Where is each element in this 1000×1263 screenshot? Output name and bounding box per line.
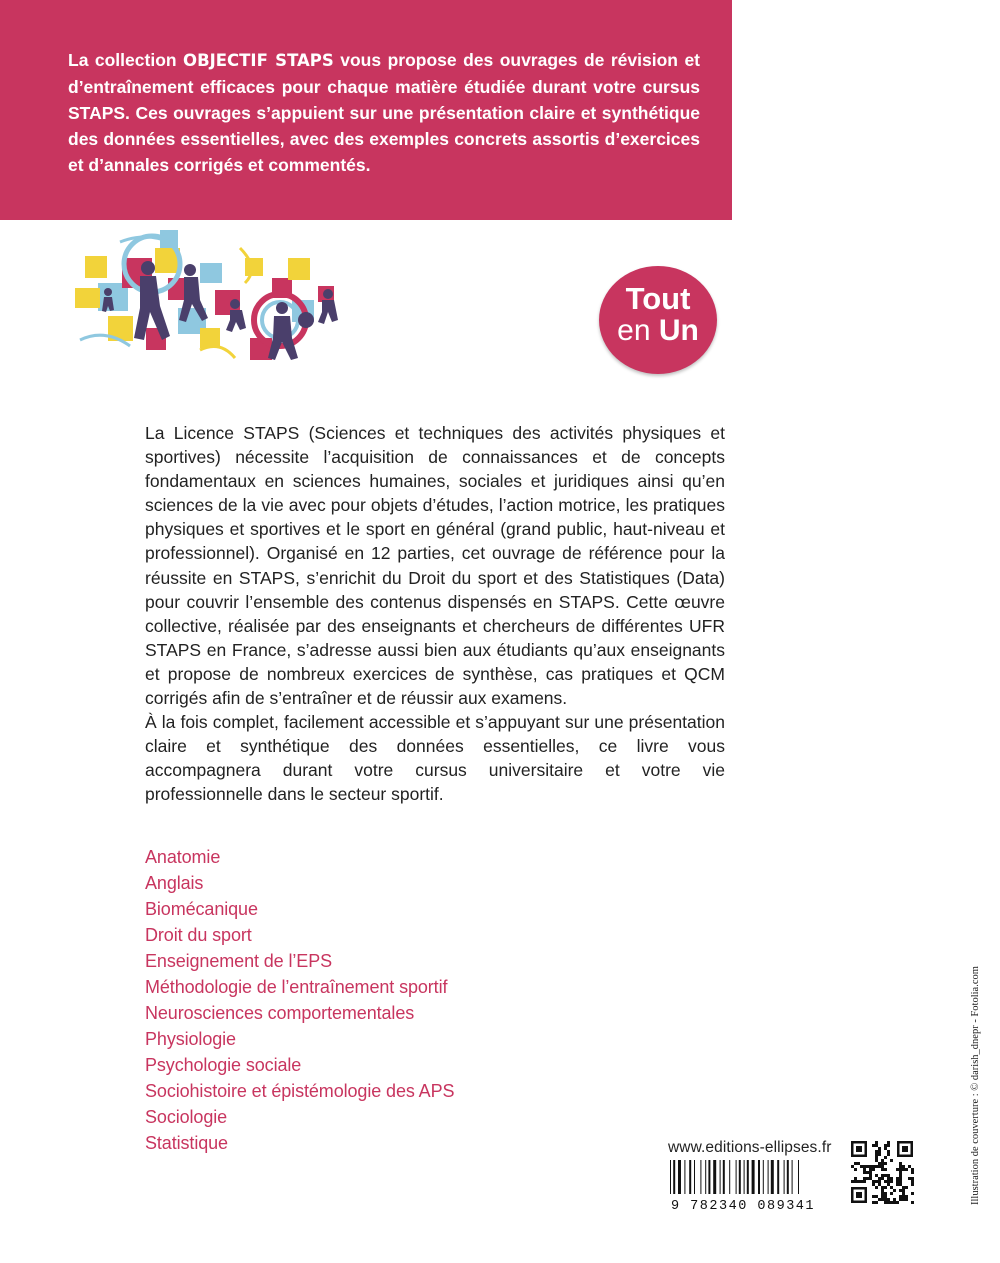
subject-item: Biomécanique [145, 899, 258, 919]
description-paragraph-2: À la fois complet, facilement accessible et s’appuyant sur une présentation claire et synthétique des données essentielles, ce livre vous accompagnera durant votre cursus universitaire et votre vie professionnelle dans le secteur sportif. [145, 712, 725, 805]
subject-item: Psychologie sociale [145, 1055, 302, 1075]
subject-item: Méthodologie de l’entraînement sportif [145, 977, 448, 997]
badge-line2 [599, 315, 717, 347]
barcode-icon [658, 1160, 828, 1212]
subject-item: Enseignement de l’EPS [145, 951, 333, 971]
intro-rest: vous propose des ouvrages de révision et d’entraînement efficaces pour chaque matière étudiée durant votre cursus STAPS. Ces ouvrages s’appuient sur une présentation claire et synthétique des données essentielles, avec des exemples concrets assortis d’exercices et d’annales corrigés et commentés. [68, 50, 701, 175]
subject-item: Physiologie [145, 1029, 236, 1049]
subject-item: Neurosciences comportementales [145, 1003, 415, 1023]
publisher-website: www.editions-ellipses.fr [668, 1139, 832, 1156]
subject-item: Droit du sport [145, 925, 252, 945]
subject-list [145, 844, 454, 1156]
qr-code-icon [850, 1140, 914, 1204]
intro-prefix: La collection [68, 50, 184, 70]
subject-item: Anatomie [145, 847, 221, 867]
subject-item: Anglais [145, 873, 204, 893]
collection-intro [68, 47, 700, 178]
subject-item: Statistique [145, 1133, 228, 1153]
athletes-illustration [60, 228, 360, 388]
description-paragraph-1: La Licence STAPS (Sciences et techniques des activités physiques et sportives) nécessite l’acquisition de connaissances et de concepts fondamentaux en sciences humaines, sociales et juridiques ainsi qu’en sciences de la vie avec pour objets d’études, l’action motrice, les pratiques physiques et sportives et le sport en général (grand public, haut-niveau et professionnel). Organisé en 12 parties, cet ouvrage de référence pour la réussite en STAPS, s’enrichit du Droit du sport et des Statistiques (Data) pour couvrir l’ensemble des contenus dispensés en STAPS. Cette œuvre collective, réalisée par des enseignants et chercheurs de différentes UFR STAPS en France, s’adresse aussi bien aux étudiants qu’aux enseignants et propose de nombreux exercices de synthèse, cas pratiques et QCM corrigés afin de s’entraîner et de réussir aux examens. [145, 423, 725, 709]
illustration-credit: Illustration de couverture : © darish_dnepr - Fotolia.com [970, 966, 981, 1205]
tout-en-un-badge [599, 266, 717, 374]
badge-line2-prefix: en [617, 314, 659, 347]
subject-item: Sociohistoire et épistémologie des APS [145, 1081, 455, 1101]
isbn-digits: 9 782340 089341 [670, 1199, 816, 1212]
book-description [145, 421, 725, 807]
collection-name: OBJECTIF STAPS [183, 51, 334, 70]
badge-line2-bold: Un [658, 314, 699, 347]
subject-item: Sociologie [145, 1107, 228, 1127]
badge-line1: Tout [625, 281, 691, 316]
header-band [0, 0, 732, 220]
